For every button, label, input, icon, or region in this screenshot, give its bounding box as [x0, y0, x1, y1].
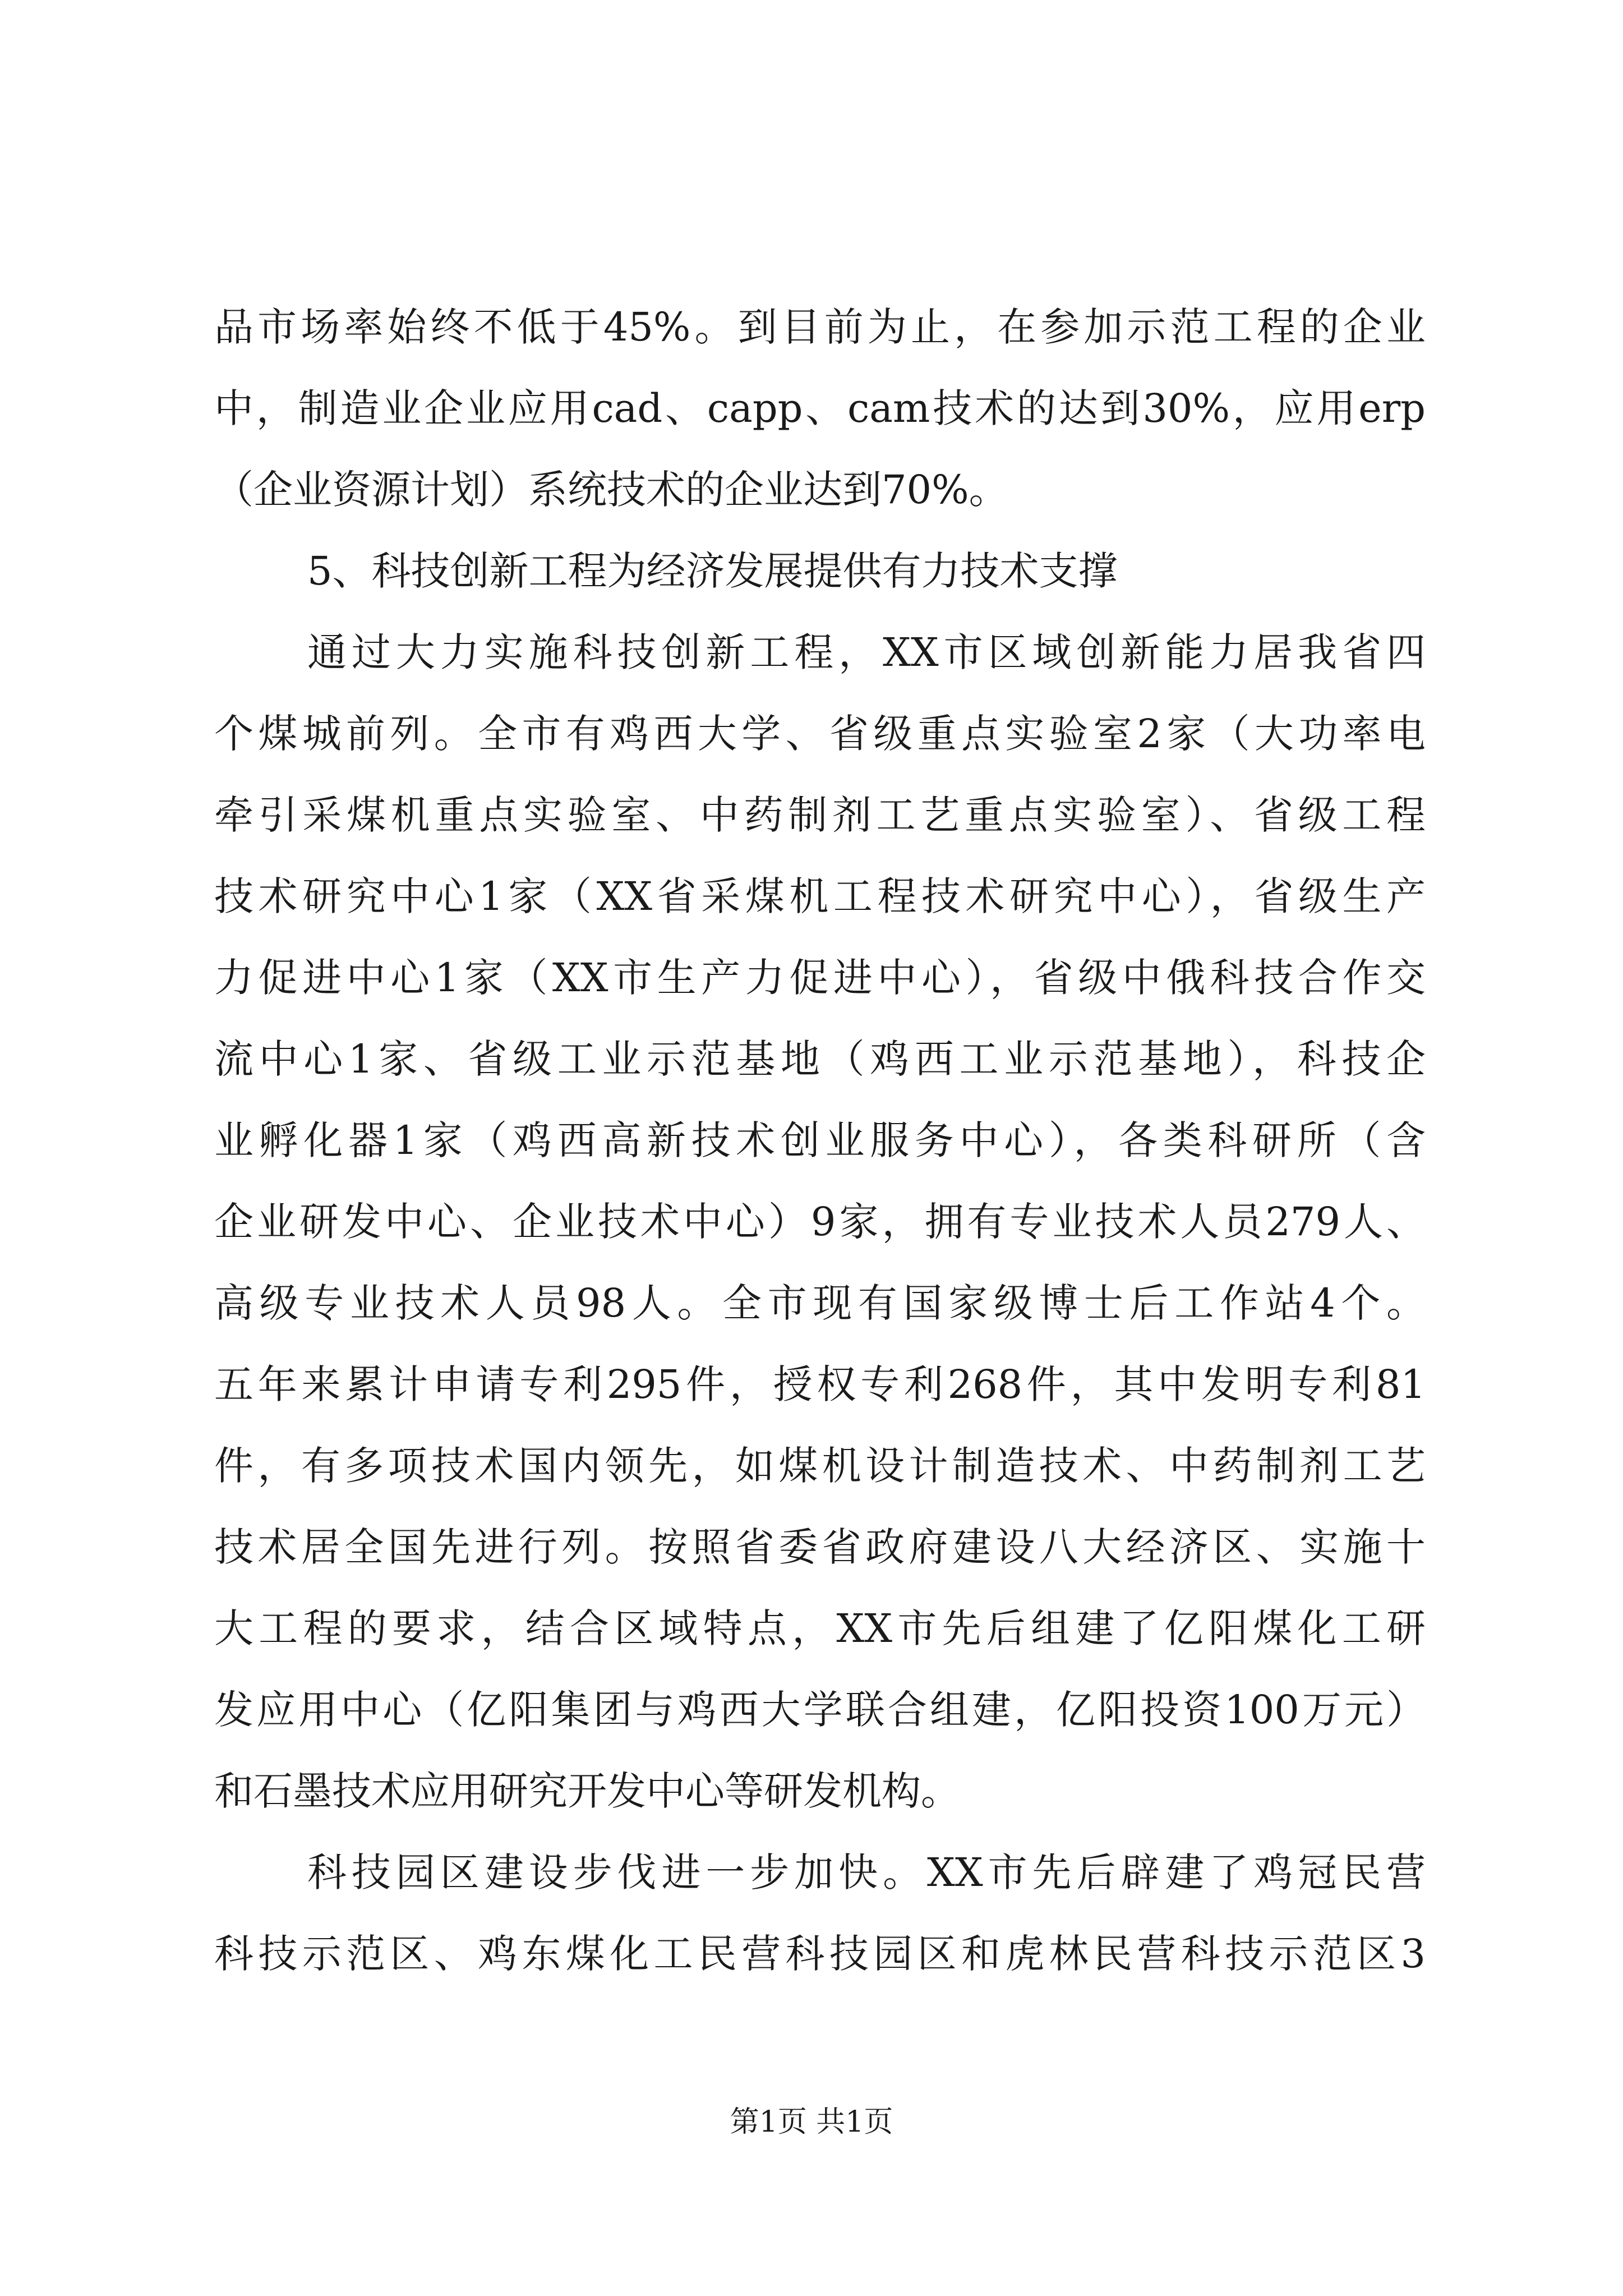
body-text-line: （企业资源计划）系统技术的企业达到70%。	[214, 467, 1008, 513]
body-text-line: 高级专业技术人员98人。全市现有国家级博士后工作站4个。	[214, 1280, 1426, 1326]
body-text-line: 个煤城前列。全市有鸡西大学、省级重点实验室2家（大功率电	[214, 711, 1426, 757]
body-text-line: 技术研究中心1家（XX省采煤机工程技术研究中心），省级生产	[214, 873, 1426, 919]
section-heading: 5、科技创新工程为经济发展提供有力技术支撑	[307, 548, 1118, 594]
body-text-line: 力促进中心1家（XX市生产力促进中心），省级中俄科技合作交	[214, 955, 1426, 1001]
page-footer: 第1页 共1页	[730, 2105, 893, 2139]
body-text-line: 大工程的要求，结合区域特点，XX市先后组建了亿阳煤化工研	[214, 1605, 1426, 1651]
body-text-line: 发应用中心（亿阳集团与鸡西大学联合组建，亿阳投资100万元）	[214, 1687, 1426, 1733]
body-text-line: 流中心1家、省级工业示范基地（鸡西工业示范基地），科技企	[214, 1036, 1426, 1082]
body-text-line: 件，有多项技术国内领先，如煤机设计制造技术、中药制剂工艺	[214, 1443, 1426, 1489]
body-text-line: 牵引采煤机重点实验室、中药制剂工艺重点实验室）、省级工程	[214, 792, 1426, 838]
body-text-line: 技术居全国先进行列。按照省委省政府建设八大经济区、实施十	[214, 1524, 1426, 1570]
body-text-line: 业孵化器1家（鸡西高新技术创业服务中心），各类科研所（含	[214, 1117, 1426, 1163]
body-text-line: 品市场率始终不低于45%。到目前为止，在参加示范工程的企业	[214, 304, 1426, 350]
body-text-line: 五年来累计申请专利295件，授权专利268件，其中发明专利81	[214, 1361, 1426, 1407]
body-text-line: 和石墨技术应用研究开发中心等研发机构。	[214, 1768, 960, 1814]
body-text-line: 科技园区建设步伐进一步加快。XX市先后辟建了鸡冠民营	[307, 1849, 1426, 1895]
body-text-line: 中，制造业企业应用cad、capp、cam技术的达到30%，应用erp	[214, 385, 1426, 431]
body-text-line: 通过大力实施科技创新工程，XX市区域创新能力居我省四	[307, 629, 1426, 675]
body-text-line: 科技示范区、鸡东煤化工民营科技园区和虎林民营科技示范区3	[214, 1931, 1426, 1977]
body-text-line: 企业研发中心、企业技术中心）9家，拥有专业技术人员279人、	[214, 1199, 1426, 1245]
